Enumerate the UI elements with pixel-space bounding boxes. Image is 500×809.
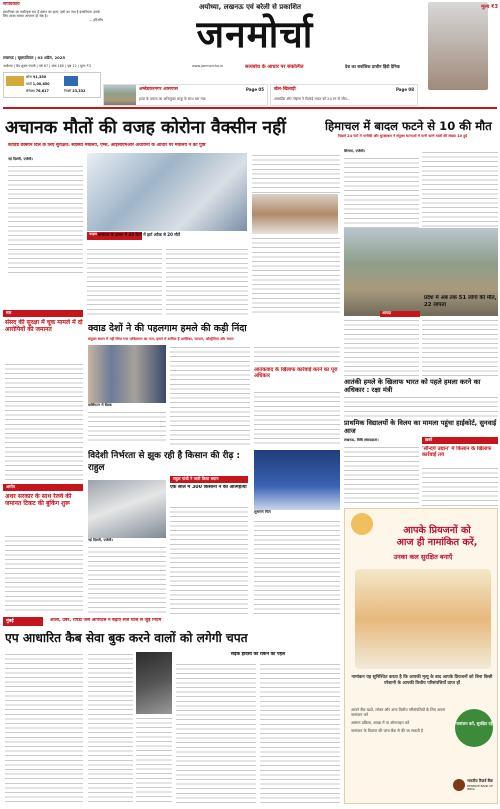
- lead-headline[interactable]: अचानक मौतों की वजह कोरोना वैक्सीन नहीं: [5, 118, 286, 138]
- market-item-silver: चांदी 1,00,850: [26, 82, 50, 86]
- editorial-label: संपादकीय: [3, 2, 20, 7]
- ad-point-3: नामांकन के विवरण की जांच बैंक से की जा सकती है: [351, 728, 423, 733]
- rbi-advertisement[interactable]: [344, 508, 498, 804]
- himachal-caption: प्रदेश में अब तक 51 लोगों की मौत, 22 लापता: [424, 295, 497, 308]
- quad-subhead: संयुक्त बयान में नहीं लिया गया पाकिस्तान का नाम, हमले में शामिल हैं अमेरिका, जापान, ऑस्ट्रेलिया और भारत: [88, 337, 234, 341]
- ad-bank-name: भारतीय रिज़र्व बैंक: [467, 778, 493, 783]
- ad-couple-photo: [355, 569, 491, 669]
- tagline: सत्यबोध के आधार पर संकल्पित: [245, 64, 304, 70]
- rahul-body-col2: [170, 505, 248, 615]
- market-strip: [3, 72, 101, 98]
- bottom-body-col5: [260, 662, 340, 804]
- market-item-nifty: निफ्टी 23,332: [64, 89, 86, 93]
- website[interactable]: www.janmorcha.in: [192, 64, 224, 68]
- quote-author: — हरिऔध: [88, 18, 103, 23]
- lead-subhead: कोविड वैक्सीन दिल के लिए सुरक्षित: स्वास्थ्य मंत्रालय, एम्स, आईसीएमआर अध्ययनों के आधार पर मंत्रालय ने की पुष्टि: [8, 143, 206, 148]
- left-tag-2: आरोप: [3, 484, 83, 491]
- ad-bank-name-en: RESERVE BANK OF INDIA: [467, 784, 494, 792]
- bottom-tag: मुंबई: [3, 617, 43, 626]
- himachal-body-col2: [422, 150, 498, 228]
- market-item-sensex: सेंसेक्स 76,617: [26, 89, 49, 93]
- date-line: लखनऊ | बृहस्पतिवार | 03 अप्रैल, 2025: [3, 55, 66, 60]
- vaccine-photo: [87, 153, 247, 231]
- quad-photo-caption: वाशिंगटन में बैठक: [88, 403, 112, 407]
- cab-photo: [136, 652, 172, 714]
- shah-headline[interactable]: आतंकी हमले के खिलाफ भारत को पहले हमला करने का अधिकार : रक्षा मंत्री: [344, 378, 481, 394]
- himachal-photo-label: आपदा: [380, 311, 420, 317]
- shah-body: [254, 390, 340, 445]
- masthead-rule: [3, 107, 497, 109]
- lead-body-col3: [166, 247, 248, 317]
- lead-body-col4: [252, 153, 340, 193]
- issue-line: अयोध्या | चैत्र शुक्ल पंचमी | वर्ष 67 | अंक 180 | पृष्ठ 12 | मूल्य ₹3: [3, 64, 91, 68]
- rahul-byline: नई दिल्ली, एजेंसी।: [88, 538, 113, 542]
- quad-body-col1: [88, 410, 166, 444]
- shah-kicker[interactable]: आतंकवाद के खिलाफ कार्रवाई करने का पूरा अधिकार: [254, 367, 338, 380]
- editorial-quote-box: [3, 2, 103, 50]
- bottom-body-col4: [176, 662, 256, 804]
- quad-body-col3: [254, 345, 340, 365]
- middle-subhead-bar: राहुल गांधी ने जारी किया बयान: [170, 476, 248, 483]
- cricket-photo: [254, 450, 340, 510]
- ad-note: नामांकन यह सुनिश्चित करता है कि आपकी मृत्यु के बाद आपके प्रियजनों को बिना किसी परेशानी के आपकी वित्तीय परिसंपत्तियाँ प्राप्त हों: [351, 675, 493, 686]
- price-badge: मूल्य ₹3: [481, 4, 498, 10]
- vidyalay-byline: लखनऊ, विधि संवाददाता।: [344, 438, 379, 442]
- right-body: [422, 466, 498, 506]
- tagline-secondary: देश का सर्वाधिक प्राचीन हिंदी दैनिक: [345, 64, 400, 69]
- himachal-body-col1: [344, 156, 419, 228]
- ad-headline-3: उनका कल सुरक्षित बनाएँ: [393, 553, 453, 561]
- himachal-subhead: पिछले 24 घंटों में पानीसी और सुरक्षाबल ने संयुक्त घटनाओं में पानी करने वालों की संख्या 10 हुई: [338, 134, 468, 138]
- cricket-body: [254, 519, 340, 615]
- cricket-caption: शुभमन गिल: [254, 510, 271, 514]
- bottom-subhead: ओला, उबर, रैपिडो जैसे ऑपरेटर्स ने बढ़ाए सर्ज चार्ज से जुड़े नियम: [50, 618, 162, 623]
- lamp-icon: [351, 513, 373, 535]
- himachal-byline: शिमला, एजेंसी।: [344, 149, 365, 153]
- ad-point-2: आसान प्रक्रिया, शाखा में या ऑनलाइन करें: [351, 720, 410, 725]
- vidyalay-headline[interactable]: प्राथमिक विद्यालयों के विलय का मामला पहुंचा हाईकोर्ट, सुनवाई आज: [344, 419, 497, 435]
- himachal-body-col3: [344, 318, 419, 376]
- quad-headline[interactable]: क्वाड देशों ने की पहलगाम हमले की कड़ी निंदा: [88, 323, 247, 334]
- right-headline[interactable]: 'सौन्दर्य उद्यान' में किसान के खिलाफ कार्रवाई तय: [422, 446, 492, 459]
- himachal-body-col4: [422, 318, 498, 376]
- photo-caption-label: फाइल: [87, 232, 142, 240]
- quad-body-col2: [170, 345, 250, 445]
- lead-body-col2: [87, 247, 162, 317]
- rahul-headline[interactable]: विदेशी निर्भरता से झुक रही है किसान की रीढ़ : राहुल: [88, 451, 240, 473]
- lead-side-caption: कर्नाटक के हासन में 40 दिनों में हार्ट अटैक से 20 मौतें: [98, 232, 180, 237]
- quad-leaders-photo: [88, 345, 166, 403]
- middle-kicker[interactable]: एक साल में 300 किसानों ने की आत्महत्या: [170, 485, 247, 490]
- lead-byline: नई दिल्ली, एजेंसी।: [8, 157, 33, 161]
- teaser-1[interactable]: अम्बेडकरनगर आसपास Page 05 हत्या के प्रयास का अभियुक्त चाकू के साथ धरा गया: [103, 84, 268, 106]
- shah-body-right: [344, 395, 498, 417]
- ad-points: [351, 707, 451, 733]
- left-body-1: [5, 362, 83, 480]
- ad-point-1: आपने बैंक खाते, लॉकर और अन्य वित्तीय परिसंपत्तियों के लिए अपना नामांकन करें: [351, 707, 446, 717]
- rbi-logo-icon: [453, 779, 465, 791]
- left-headline-2[interactable]: अधर सरकार के साथ रेलवे की जमानत टिकट की बुकिंग शुरू: [5, 493, 72, 508]
- right-tag: ख़बरें: [422, 437, 498, 444]
- cm-photo: [252, 194, 338, 234]
- left-body-2: [5, 534, 83, 614]
- left-tag-1: सार: [3, 310, 83, 317]
- lead-body-col5: [252, 236, 340, 316]
- bottom-body-col2: [88, 652, 133, 804]
- bottom-headline[interactable]: एप आधारित कैब सेवा बुक करने वालों को लगेगी चपत: [5, 631, 248, 645]
- masthead-portrait-photo: [420, 2, 498, 90]
- editorial-quote: इंसानियत का सर्वोत्कृष्ट रूप है इंसान का कृत्य, इसी का नाम है इंसानियत। इसके लिए शास्त्र सम्मत आचरण ही श्रेष्ठ है।: [3, 9, 100, 18]
- teaser-2[interactable]: खेल-खिलाड़ी Page 08 अम्मांडेंस और गोइंग्स ने दिलाई भारत को 24 रन से जीत...: [270, 84, 418, 106]
- himachal-headline[interactable]: हिमाचल में बादल फटने से 10 की मौत: [325, 119, 492, 133]
- ad-bubble: नामांकन करें, सुरक्षित रहें: [455, 709, 493, 747]
- editions-line: अयोध्या, लखनऊ एवं बरेली से प्रकाशित: [198, 3, 302, 11]
- bottom-kicker: सड़क हादसों को रोकने की पहल: [230, 652, 286, 657]
- newspaper-logo: जनमोर्चा: [196, 13, 314, 56]
- rahul-body-col1: [88, 545, 166, 615]
- market-item-gold: सोना 91,350: [26, 75, 47, 79]
- bottom-body-col1: [5, 652, 83, 804]
- ad-headline-2: आज ही नामांकित करें,: [396, 537, 478, 548]
- rahul-photo: [88, 480, 166, 538]
- left-headline-1[interactable]: संसद की सुरक्षा में चूक मामले में दो आरोपियों की जमानत: [5, 319, 83, 334]
- bull-icon: [64, 76, 78, 86]
- ad-headline-1: आपके प्रियजनों को: [403, 525, 471, 536]
- lead-body-col1: [8, 164, 83, 274]
- gold-icon: [6, 76, 24, 86]
- bottom-body-col3: [136, 716, 172, 804]
- vidyalay-body-col1: [344, 445, 419, 505]
